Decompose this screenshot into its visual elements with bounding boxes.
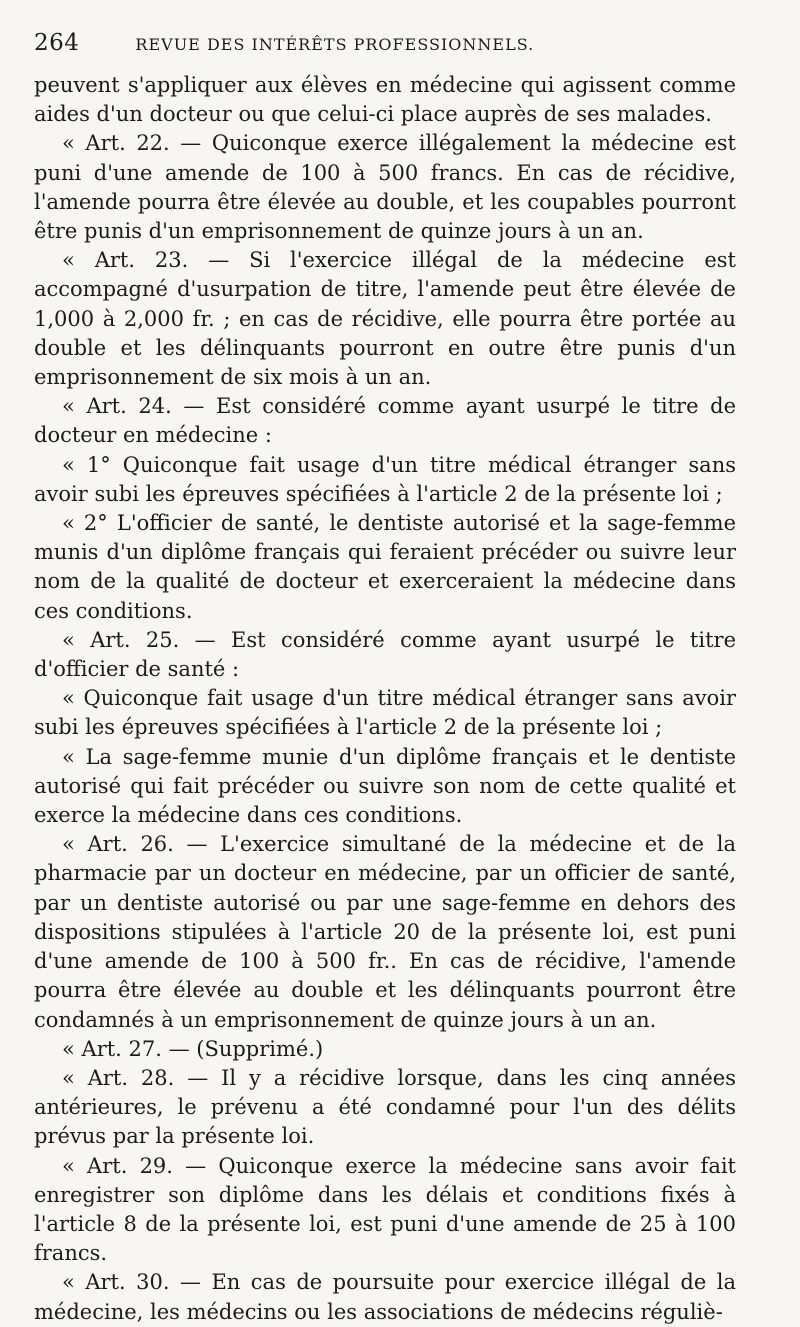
paragraph-art-29: « Art. 29. — Quiconque exerce la médecine sans avoir fait enregistrer son diplôme dans les délais et conditions fixés à l'article 8 de la présente loi, est puni d'une amende de 25 à 100 francs. [34, 1153, 736, 1266]
paragraph-art-24-item-1: « 1° Quiconque fait usage d'un titre médical étranger sans avoir subi les épreuves spécifiées à l'article 2 de la présente loi ; [34, 452, 736, 506]
page-header [34, 30, 770, 66]
running-title: REVUE DES INTÉRÊTS PROFESSIONNELS. [135, 35, 535, 54]
paragraph-art-24: « Art. 24. — Est considéré comme ayant usurpé le titre de docteur en médecine : [34, 394, 736, 448]
paragraph-art-23: « Art. 23. — Si l'exercice illégal de la médecine est accompagné d'usurpation de titre, l'amende peut être élevée de 1,000 à 2,000 fr. ; en cas de récidive, elle pourra être portée au double et les délinquants pourront en outre être punis d'un emprisonnement de six mois à un an. [34, 248, 736, 390]
body-text [34, 71, 736, 1327]
paragraph-art-28: « Art. 28. — Il y a récidive lorsque, dans les cinq années antérieures, le prévenu a été condamné pour l'un des délits prévus par la présente loi. [34, 1065, 736, 1149]
paragraph-continuation: peuvent s'appliquer aux élèves en médecine qui agissent comme aides d'un docteur ou que celui-ci place auprès de ses malades. [34, 73, 736, 127]
page-number: 264 [34, 30, 80, 56]
paragraph-art-24-item-2: « 2° L'officier de santé, le dentiste autorisé et la sage-femme munis d'un diplôme français qui feraient précéder ou suivre leur nom de la qualité de docteur et exerceraient la médecine dans ces conditions. [34, 511, 736, 623]
paragraph-art-27: « Art. 27. — (Supprimé.) [62, 1036, 324, 1061]
paragraph-art-26: « Art. 26. — L'exercice simultané de la médecine et de la pharmacie par un docteur en médecine, par un officier de santé, par un dentiste autorisé ou par une sage-femme en dehors des dispositions stipulées à l'article 20 de la présente loi, est puni d'une amende de 100 à 500 fr.. En cas de récidive, l'amende pourra être élevée au double et les délinquants pourront être condamnés à un emprisonnement de quinze jours à un an. [34, 832, 736, 1032]
paragraph-art-25-item-1: « Quiconque fait usage d'un titre médical étranger sans avoir subi les épreuves spécifiées à l'article 2 de la présente loi ; [34, 686, 736, 740]
paragraph-art-25: « Art. 25. — Est considéré comme ayant usurpé le titre d'officier de santé : [34, 627, 736, 682]
paragraph-art-22: « Art. 22. — Quiconque exerce illégalement la médecine est puni d'une amende de 100 à 500 francs. En cas de récidive, l'amende pourra être élevée au double, et les coupables pourront être punis d'un emprisonnement de quinze jours à un an. [34, 131, 736, 244]
paragraph-art-30: « Art. 30. — En cas de poursuite pour exercice illégal de la médecine, les médecins ou les associations de médecins réguliè- [34, 1270, 736, 1324]
paragraph-art-25-item-2: « La sage-femme munie d'un diplôme français et le dentiste autorisé qui fait précéder ou suivre son nom de cette qualité et exerce la médecine dans ces conditions. [34, 744, 736, 828]
